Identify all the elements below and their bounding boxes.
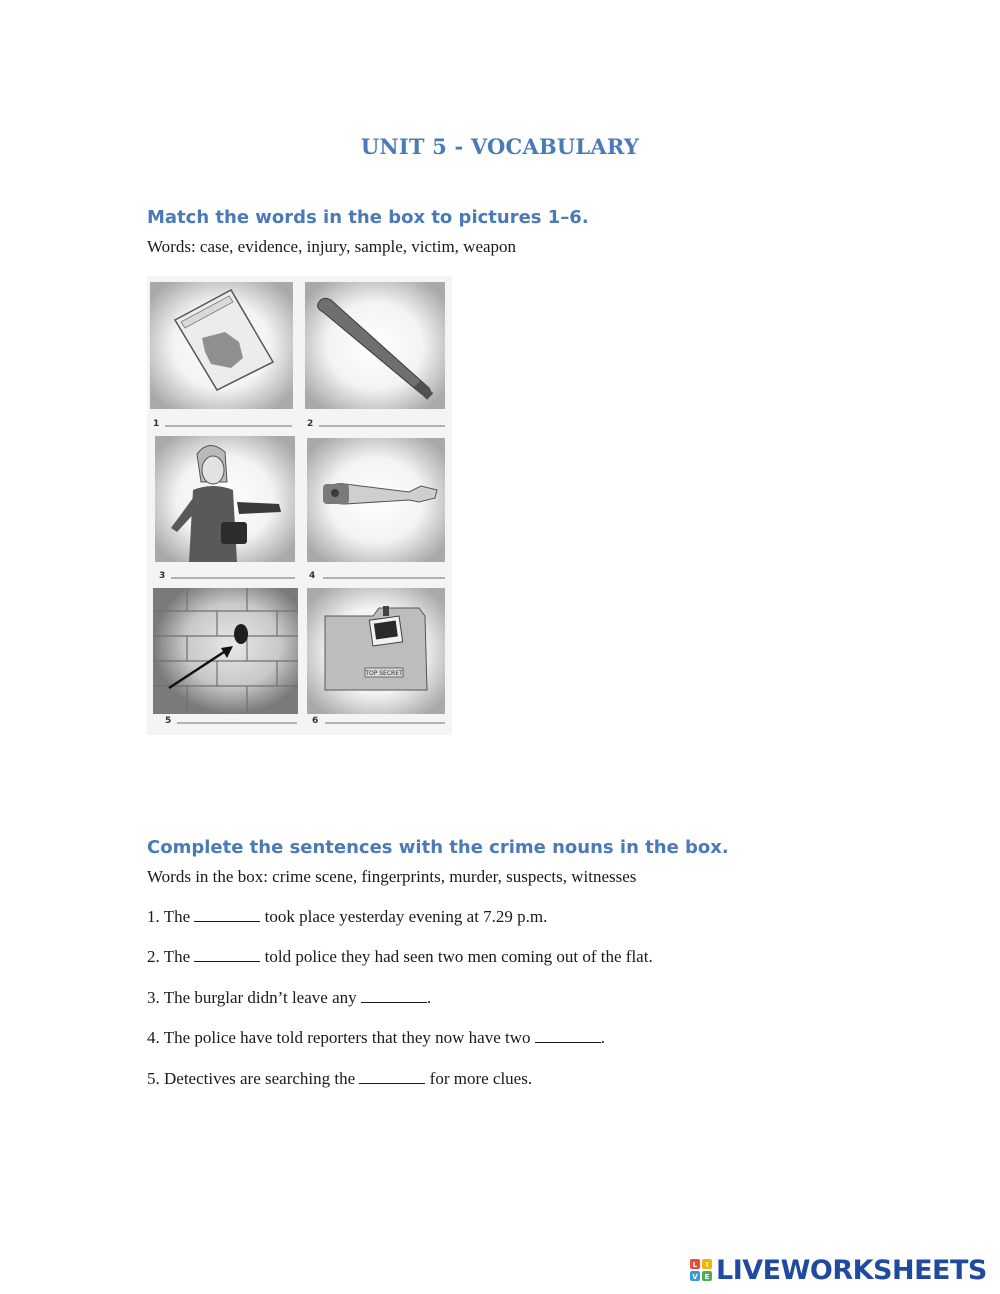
- answer-blank-4[interactable]: [535, 1029, 601, 1043]
- folder-label: TOP SECRET: [365, 670, 403, 677]
- sentence-1: 1. The took place yesterday evening at 7.29 p.m.: [147, 907, 548, 926]
- picture-2-weapon-bat: [305, 282, 445, 429]
- page-title: UNIT 5 - VOCABULARY: [360, 134, 640, 159]
- section1-words: Words: case, evidence, injury, sample, victim, weapon: [147, 237, 517, 256]
- sentence-3: 3. The burglar didn’t leave any .: [147, 988, 432, 1007]
- sentence-4: 4. The police have told reporters that they now have two .: [147, 1028, 605, 1047]
- svg-text:E: E: [704, 1273, 710, 1281]
- section2-heading: Complete the sentences with the crime nouns in the box.: [147, 837, 729, 858]
- section2-words: Words in the box: crime scene, fingerprints, murder, suspects, witnesses: [147, 867, 637, 886]
- svg-text:I: I: [705, 1261, 709, 1269]
- picture-number-6: 6: [312, 716, 319, 726]
- picture-1-sample-bag: [150, 282, 293, 429]
- picture-6-case-folder: [307, 588, 445, 726]
- picture-number-4: 4: [309, 571, 316, 581]
- liveworksheets-icon: [690, 1259, 712, 1281]
- picture-number-3: 3: [159, 571, 166, 581]
- picture-4-injury-arm: [307, 438, 445, 581]
- answer-blank-5[interactable]: [359, 1070, 425, 1084]
- svg-text:V: V: [692, 1273, 698, 1281]
- sentence-2: 2. The told police they had seen two men coming out of the flat.: [147, 947, 653, 966]
- liveworksheets-logo: [690, 1255, 990, 1285]
- svg-text:L: L: [692, 1261, 698, 1269]
- vocabulary-pictures: [147, 276, 452, 735]
- answer-blank-2[interactable]: [194, 948, 260, 962]
- picture-number-5: 5: [165, 716, 172, 726]
- sentence-5: 5. Detectives are searching the for more clues.: [147, 1069, 533, 1088]
- section1-heading: Match the words in the box to pictures 1–6.: [147, 207, 589, 228]
- picture-3-victim: [155, 436, 295, 581]
- brand-name: LIVEWORKSHEETS: [716, 1254, 987, 1286]
- picture-number-2: 2: [307, 419, 314, 429]
- answer-blank-3[interactable]: [361, 989, 427, 1003]
- picture-number-1: 1: [153, 419, 160, 429]
- picture-5-evidence-fingerprint: [153, 588, 298, 726]
- answer-blank-1[interactable]: [194, 908, 260, 922]
